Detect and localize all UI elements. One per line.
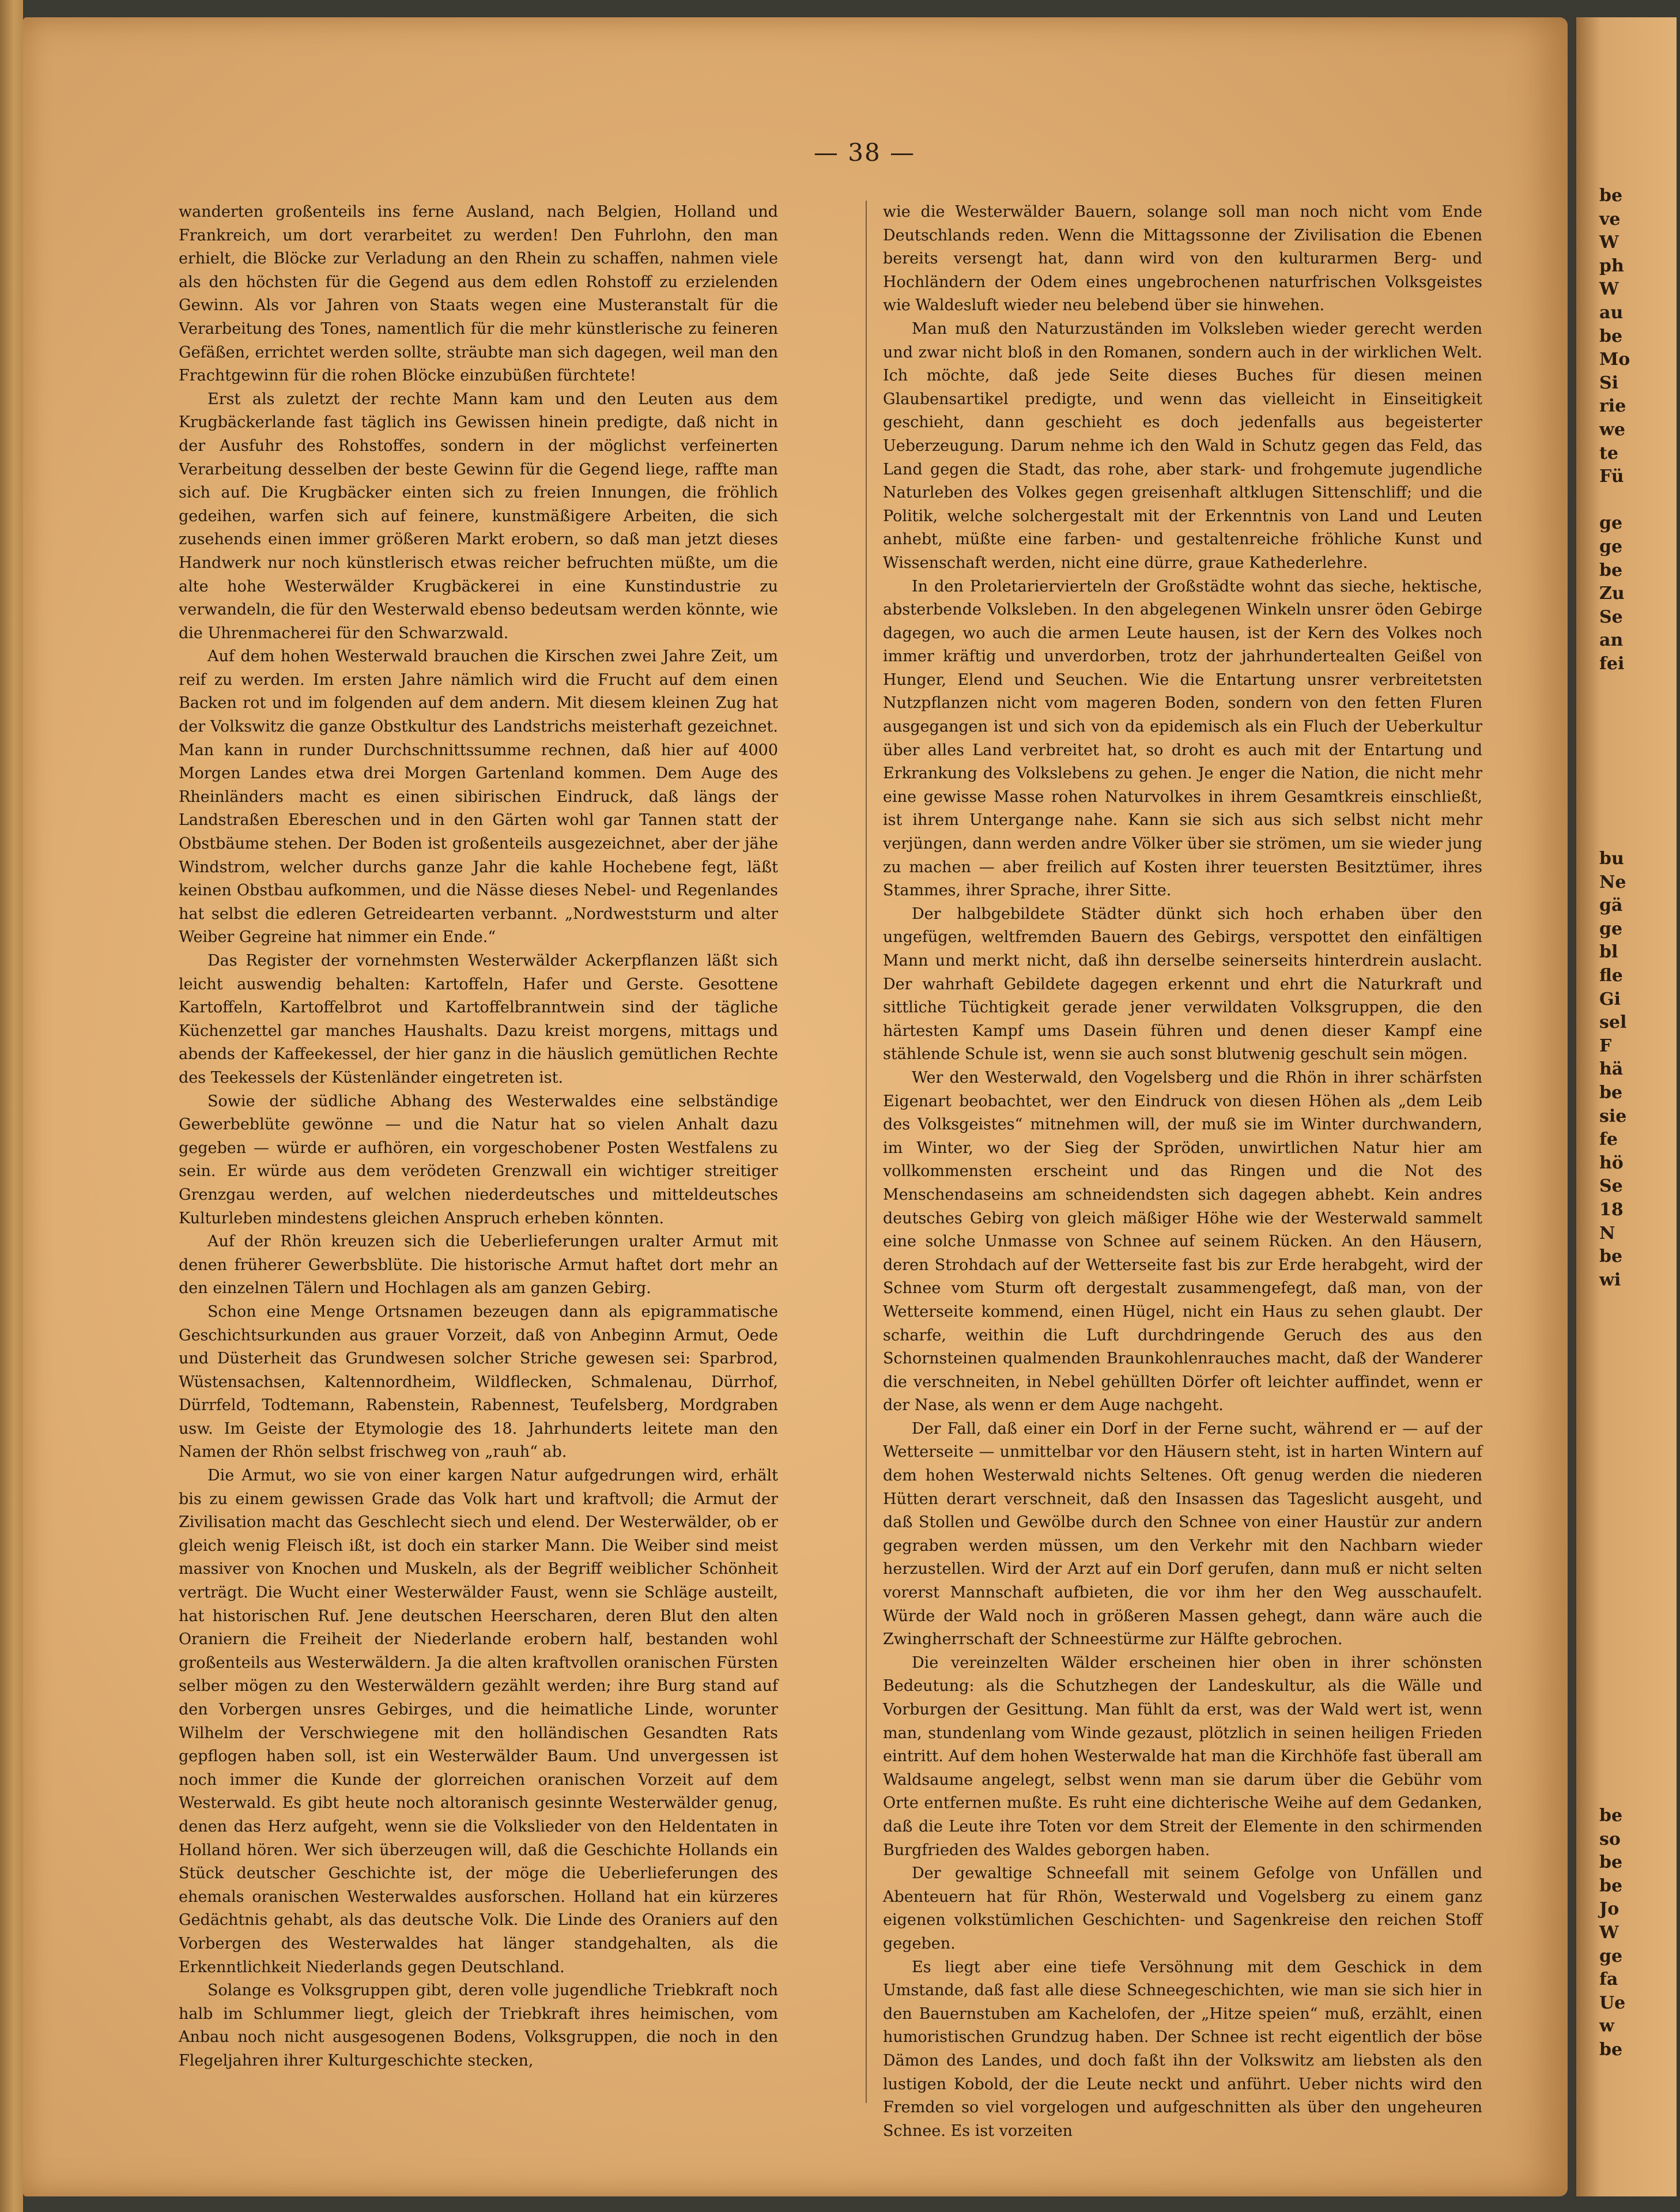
paragraph: Auf dem hohen Westerwald brauchen die Kirschen zwei Jahre Zeit, um reif zu werden. Im ersten Jahre nämlich wird die Frucht auf dem einen Backen rot und im folgenden auf dem andern. Mit diesem kleinen Zug hat der Volkswitz die ganze Obstkultur des Landstrichs meisterhaft gezeichnet. Man kann in runder Durchschnittssumme rechnen, daß hier auf 4000 Morgen Landes etwa drei Morgen Gartenland kommen. Dem Auge des Rheinländers macht es einen sibirischen Eindruck, daß längs der Landstraßen Ebereschen und in den Gärten wohl gar Tannen statt der Obstbäume stehen. Der Boden ist großenteils ausgezeichnet, aber der jähe Windstrom, welcher durchs ganze Jahr die kahle Hochebene fegt, läßt keinen Obstbau aufkommen, und die Nässe dieses Nebel- und Regenlandes hat selbst die edleren Getreidearten verbannt. „Nordweststurm und alter Weiber Gegreine hat nimmer ein Ende.“ <box>179 647 778 947</box>
paragraph: Solange es Volksgruppen gibt, deren volle jugendliche Triebkraft noch halb im Schlummer liegt, gleich der Triebkraft ihres heimischen, vom Anbau noch nicht ausgesogenen Bodens, Volksgruppen, die noch in den Flegeljahren ihrer Kulturgeschichte stecken, <box>179 1981 778 2070</box>
book-page <box>23 17 1568 2196</box>
paragraph: Man muß den Naturzuständen im Volksleben wieder gerecht werden und zwar nicht bloß in den Romanen, sondern auch in der wirklichen Welt. Ich möchte, daß jede Seite dieses Buches für diesen meinen Glaubensartikel predigte, und wenn das vielleicht in Einseitigkeit geschieht, dann geschieht es doch jedenfalls aus begeisterter Ueberzeugung. Darum nehme ich den Wald in Schutz gegen das Feld, das Land gegen die Stadt, das rohe, aber stark- und frohgemute jugendliche Naturleben des Volkes gegen greisenhaft altklugen Sittenschliff; und die Politik, welche solchergestalt mit der Erkenntnis von Land und Leuten anhebt, müßte eine farben- und gestaltenreiche fröhliche Kunst und Wissenschaft werden, nicht eine dürre, graue Kathederlehre. <box>883 319 1482 572</box>
paragraph: wanderten großenteils ins ferne Ausland, nach Belgien, Holland und Frankreich, um dort verarbeitet zu werden! Den Fuhrlohn, den man erhielt, die Blöcke zur Verladung an den Rhein zu schaffen, nahmen viele als den höchsten für die Gegend aus dem edlen Rohstoff zu erzielenden Gewinn. Als vor Jahren von Staats wegen eine Musteranstalt für die Verarbeitung des Tones, namentlich für die mehr künstlerische zu feineren Gefäßen, errichtet werden sollte, sträubte man sich dagegen, weil man den Frachtgewinn für die rohen Blöcke einzubüßen fürchtete! <box>179 203 778 385</box>
paragraph: In den Proletariervierteln der Großstädte wohnt das sieche, hektische, absterbende Volksleben. In den abgelegenen Winkeln unsrer öden Gebirge dagegen, wo auch die armen Leute hausen, ist der Kern des Volkes noch immer kräftig und unverdorben, trotz der jahrhundertealten Geißel von Hunger, Elend und Seuchen. Wie die Entartung unsrer verbreitetsten Nutzpflanzen nicht vom mageren Boden, sondern von den fetten Fluren ausgegangen ist und sich von da epidemisch als ein Fluch der Ueberkultur über alles Land verbreitet hat, so droht es auch mit der Entartung und Erkrankung des Volkslebens zu gehen. Je enger die Nation, die nicht mehr eine gewisse Masse rohen Naturvolkes in ihrem Gesamtkreis einschließt, ist ihrem Untergange nahe. Kann sie sich aus sich selbst nicht mehr verjüngen, dann werden andre Völker über sie strömen, um sie wieder jung zu machen — aber freilich auf Kosten ihrer teuersten Besitztümer, ihres Stammes, ihrer Sprache, ihrer Sitte. <box>883 577 1482 900</box>
facing-page-fragment-bottom: be so be be Jo W ge fa Ue w be <box>1599 1806 1626 2060</box>
paragraph: Der Fall, daß einer ein Dorf in der Ferne sucht, während er — auf der Wetterseite — unmittelbar vor den Häusern steht, ist in harten Wintern auf dem hohen Westerwald nichts Seltenes. Oft genug werden die niederen Hütten derart verschneit, daß den Insassen das Tageslicht ausgeht, und daß Stollen und Gewölbe durch den Schnee von einer Haustür zur andern gegraben werden müssen, um den Verkehr mit den Nachbarn wieder herzustellen. Wird der Arzt auf ein Dorf gerufen, dann muß er nicht selten vorerst Mannschaft aufbieten, die vor ihm her den Weg ausschaufelt. Würde der Wald noch in größeren Massen gehegt, dann wäre auch die Zwingherrschaft der Schneestürme zur Hälfte gebrochen. <box>883 1419 1482 1649</box>
paragraph: Erst als zuletzt der rechte Mann kam und den Leuten aus dem Krugbäckerlande fast täglich ins Gewissen hinein predigte, daß nicht in der Ausfuhr des Rohstoffes, sondern in der möglichst verfeinerten Verarbeitung desselben der beste Gewinn für die Gegend liege, raffte man sich auf. Die Krugbäcker einten sich zu freien Innungen, die fröhlich gedeihen, warfen sich auf feinere, kunstmäßigere Arbeiten, die sich zusehends einen immer größeren Markt erobern, so daß man jetzt dieses Handwerk nur noch künstlerisch etwas reicher befruchten müßte, um die alte hohe Westerwälder Krugbäckerei in eine Kunstindustrie zu verwandeln, die für den Westerwald ebenso bedeutsam werden könnte, wie die Uhrenmacherei für den Schwarzwald. <box>179 390 778 642</box>
paragraph: Die Armut, wo sie von einer kargen Natur aufgedrungen wird, erhält bis zu einem gewissen Grade das Volk hart und kraftvoll; die Armut der Zivilisation macht das Geschlecht siech und elend. Der Westerwälder, ob er gleich wenig Fleisch ißt, ist doch ein starker Mann. Die Weiber sind meist massiver von Knochen und Muskeln, als der Begriff weiblicher Schönheit verträgt. Die Wucht einer Westerwälder Faust, wenn sie Schläge austeilt, hat historischen Ruf. Jene deutschen Heerscharen, deren Blut den alten Oraniern die Freiheit der Niederlande erobern half, bestanden wohl großenteils aus Westerwäldern. Ja die alten kraftvollen oranischen Fürsten selber mögen zu den Westerwäldern gezählt werden; ihre Burg stand auf den Vorbergen unsres Gebirges, und die heimatliche Linde, worunter Wilhelm der Verschwiegene mit den holländischen Gesandten Rats gepflogen haben soll, ist ein Westerwälder Baum. Und unvergessen ist noch immer die Kunde der glorreichen oranischen Vorzeit auf dem Westerwald. Es gibt heute noch altoranisch gesinnte Westerwälder genug, denen das Herz aufgeht, wenn sie die Volkslieder von den Heldentaten in Holland hören. Wer sich überzeugen will, daß die Geschichte Hollands ein Stück deutscher Geschichte ist, der möge die Ueberlieferungen des ehemals oranischen Westerwaldes ausforschen. Holland hat ein kürzeres Gedächtnis gehabt, als das deutsche Volk. Die Linde des Oraniers auf den Vorbergen des Westerwaldes hat länger standgehalten, als die Erkenntlichkeit Niederlands gegen Deutschland. <box>179 1467 778 1976</box>
left-text-column <box>179 201 778 2109</box>
right-text-column <box>883 201 1482 2140</box>
paragraph: Es liegt aber eine tiefe Versöhnung mit dem Geschick in dem Umstande, daß fast alle diese Schneegeschichten, wie man sie sich hier in den Bauernstuben am Kachelofen, der „Hitze speien“ muß, erzählt, einen humoristischen Grundzug haben. Der Schnee ist recht eigentlich der böse Dämon des Landes, und doch faßt ihn der Volkswitz am liebsten als den lustigen Kobold, der die Leute neckt und anführt. Ueber nichts wird den Fremden so viel vorgelogen und aufgeschnitten als über den ungeheuren Schnee. Es ist vorzeiten <box>883 1958 1482 2140</box>
facing-page-edge <box>1576 17 1677 2196</box>
paragraph: Sowie der südliche Abhang des Westerwaldes eine selbständige Gewerbeblüte gewönne — und die Natur hat so vielen Anhalt dazu gegeben — würde er aufhören, ein vorgeschobener Posten Westfalens zu sein. Er würde aus dem verödeten Grenzwall ein wichtiger streitiger Grenzgau werden, auf welchen niederdeutsches und mitteldeutsches Kulturleben mindestens gleichen Anspruch erheben könnten. <box>179 1092 778 1227</box>
paragraph: Die vereinzelten Wälder erscheinen hier oben in ihrer schönsten Bedeutung: als die Schutzhegen der Landeskultur, als die Wälle und Vorburgen der Gesittung. Man fühlt da erst, was der Wald wert ist, wenn man, stundenlang vom Winde gezaust, plötzlich in seinen heiligen Frieden eintritt. Auf dem hohen Westerwalde hat man die Kirchhöfe fast überall am Waldsaume angelegt, selbst wenn man sie darum über die Gebühr vom Orte entfernen mußte. Es ruht eine dichterische Weihe auf dem Gedanken, daß die Leute ihre Toten vor dem Streit der Elemente in den schirmenden Burgfrieden des Waldes geborgen haben. <box>883 1653 1482 1859</box>
facing-page-fragment-middle: bu Ne gä ge bl fle Gi sel F hä be sie fe hö Se 18 N be wi <box>1599 849 1627 1290</box>
paragraph: wie die Westerwälder Bauern, solange soll man noch nicht vom Ende Deutschlands reden. Wenn die Mittagssonne der Zivilisation die Ebenen bereits versengt hat, dann wird von den kulturarmen Berg- und Hochländern der Odem eines ungebrochenen naturfrischen Volksgeistes wie Waldesluft wieder neu belebend über sie hinwehen. <box>883 203 1482 315</box>
page-number: — 38 — <box>813 138 916 167</box>
paragraph: Auf der Rhön kreuzen sich die Ueberlieferungen uralter Armut mit denen früherer Gewerbsblüte. Die historische Armut haftet dort mehr an den einzelnen Tälern und Hochlagen als am ganzen Gebirg. <box>179 1233 778 1298</box>
facing-page-fragment-top: be ve W ph W au be Mo Si rie we te Fü ge ge be Zu Se an fei <box>1599 186 1630 674</box>
paragraph: Der gewaltige Schneefall mit seinem Gefolge von Unfällen und Abenteuern hat für Rhön, Westerwald und Vogelsberg zu einem ganz eigenen volkstümlichen Geschichten- und Sagenkreise den reichen Stoff gegeben. <box>883 1864 1482 1953</box>
paragraph: Wer den Westerwald, den Vogelsberg und die Rhön in ihrer schärfsten Eigenart beobachtet, wer den Eindruck von diesen Höhen als „dem Leib des Volksgeistes“ mitnehmen will, der muß sie im Winter durchwandern, im Winter, wo der Sieg der Spröden, unwirtlichen Natur hier am vollkommensten erscheint und das Ringen und die Not des Menschendaseins am schneidendsten sich dagegen abhebt. Kein andres deutsches Gebirg von gleich mäßiger Höhe wie der Westerwald sammelt eine solche Unmasse von Schnee auf seinem Rücken. An den Häusern, deren Strohdach auf der Wetterseite fast bis zur Erde herabgeht, wird der Schnee vom Sturm oft dergestalt zusammengefegt, daß man, von der Wetterseite kommend, einen Hügel, nicht ein Haus zu sehen glaubt. Der scharfe, weithin die Luft durchdringende Geruch des aus den Schornsteinen qualmenden Braunkohlenrauches macht, daß der Wanderer die verschneiten, in Nebel gehüllten Dörfer oft leichter auffindet, wenn er der Nase, als wenn er dem Auge nachgeht. <box>883 1068 1482 1415</box>
paragraph: Der halbgebildete Städter dünkt sich hoch erhaben über den ungefügen, weltfremden Bauern des Gebirgs, verspottet den einfältigen Mann und merkt nicht, daß ihn derselbe seinerseits hinterdrein auslacht. Der wahrhaft Gebildete dagegen erkennt und ehrt die Naturkraft und sittliche Tüchtigkeit gerade jener verwildaten Volksgruppen, die den härtesten Kampf ums Dasein führen und denen dieser Kampf eine stählende Schule ist, wenn sie auch sonst blutwenig geschult sein mögen. <box>883 905 1482 1064</box>
paragraph: Das Register der vornehmsten Westerwälder Ackerpflanzen läßt sich leicht auswendig behalten: Kartoffeln, Hafer und Gerste. Gesottene Kartoffeln, Kartoffelbrot und Kartoffelbranntwein sind der tägliche Küchenzettel gar manches Haushalts. Dazu kreist morgens, mittags und abends der Kaffeekessel, der hier ganz in die häuslich gemütlichen Rechte des Teekessels der Küstenländer eingetreten ist. <box>179 952 778 1087</box>
paragraph: Schon eine Menge Ortsnamen bezeugen dann als epigrammatische Geschichtsurkunden aus grauer Vorzeit, daß von Anbeginn Armut, Oede und Düsterheit das Grundwesen solcher Striche gewesen sei: Sparbrod, Wüstensachsen, Kaltennordheim, Wildflecken, Schmalenau, Dürrhof, Dürrfeld, Todtemann, Rabenstein, Rabennest, Teufelsberg, Mordgraben usw. Im Geiste der Etymologie des 18. Jahrhunderts leitete man den Namen der Rhön selbst frischweg von „rauh“ ab. <box>179 1302 778 1461</box>
column-divider <box>866 201 867 2103</box>
book-spine-edge <box>0 0 23 2212</box>
